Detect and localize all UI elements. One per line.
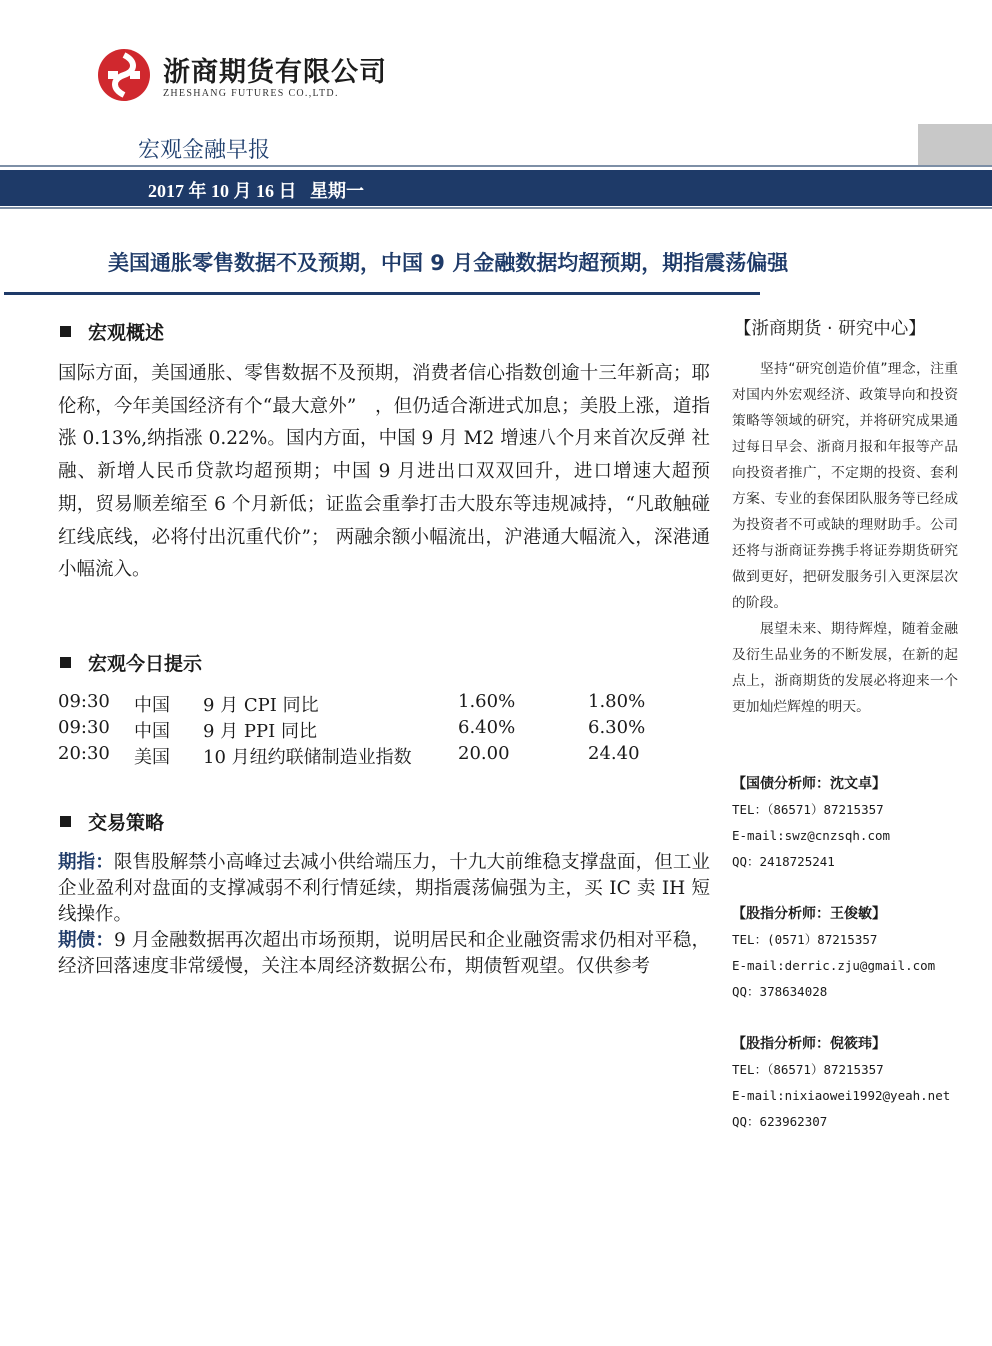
cell-country: 中国	[134, 695, 170, 716]
research-center-intro	[732, 356, 958, 720]
report-date	[148, 177, 364, 203]
overview-paragraph: 国际方面，美国通胀、零售数据不及预期，消费者信心指数创逾十三年新高；耶伦称，今年美国经济有个“最大意外” ，但仍适合渐进式加息；美股上涨，道指涨 0.13%,纳指涨 0.22%。国内方面，中国 9 月 M2 增速八个月来首次反弹 社融、新增人民币贷款均超预期；中国 9 月进出口双双回升，进口增速大超预期，贸易顺差缩至 6 个月新低；证监会重拳打击大股东等违规减持，“凡敢触碰红线底线，必将付出沉重代价”； 两融余额小幅流出，沪港通大幅流入，深港通小幅流入。	[58, 363, 710, 581]
cell-indicator: 10 月纽约联储制造业指数	[203, 747, 412, 768]
section-heading-overview	[60, 318, 164, 345]
cell-time: 09:30	[58, 691, 110, 712]
strategy-label: 期债：	[58, 930, 114, 951]
company-logo-icon	[96, 47, 152, 103]
analyst-title: 【国债分析师：沈文卓】	[732, 776, 886, 792]
research-center-title: 【浙商期货 · 研究中心】	[734, 319, 926, 339]
analyst-title: 【股指分析师：倪筱玮】	[732, 1036, 886, 1052]
company-name-en: ZHESHANG FUTURES CO.,LTD.	[163, 88, 339, 99]
title-rule	[4, 292, 760, 295]
cell-previous: 6.40%	[458, 717, 516, 738]
analyst-card	[732, 771, 962, 875]
section-heading-text: 交易策略	[88, 812, 165, 834]
analyst-tel: TEL：(0571）87215357	[732, 932, 878, 947]
cell-expected: 6.30%	[588, 717, 646, 738]
cell-indicator: 9 月 PPI 同比	[203, 721, 317, 742]
report-type: 宏观金融早报	[138, 138, 271, 163]
cell-time: 20:30	[58, 743, 110, 764]
divider	[0, 165, 992, 167]
decorative-block	[918, 124, 992, 166]
analyst-qq: QQ：2418725241	[732, 854, 835, 869]
strategy-block	[58, 850, 710, 980]
section-heading-strategy	[60, 808, 164, 835]
strategy-text: 限售股解禁小高峰过去减小供给端压力，十九大前维稳支撑盘面，但工业企业盈利对盘面的支撑减弱不利行情延续，期指震荡偏强为主，买 IC 卖 IH 短线操作。	[58, 852, 710, 925]
date-value: 2017 年 10 月 16 日	[148, 181, 297, 201]
company-name-cn: 浙商期货有限公司	[163, 57, 387, 88]
cell-country: 美国	[134, 747, 170, 768]
strategy-label: 期指：	[58, 852, 114, 873]
page-title: 美国通胀零售数据不及预期，中国 9 月金融数据均超预期，期指震荡偏强	[108, 251, 789, 275]
analyst-card	[732, 901, 962, 1005]
intro-paragraph: 坚持“研究创造价值”理念，注重对国内外宏观经济、政策导向和投资策略等领域的研究，并将研究成果通过每日早会、浙商月报和年报等产品向投资者推广，不定期的投资、套利方案、专业的套保团队服务等已经成为投资者不可或缺的理财助手。公司还将与浙商证券携手将证券期货研究做到更好，把研发服务引入更深层次的阶段。	[732, 361, 958, 611]
cell-indicator: 9 月 CPI 同比	[203, 695, 319, 716]
analyst-email[interactable]: E-mail:swz@cnzsqh.com	[732, 828, 891, 843]
strategy-item-index-futures	[58, 850, 710, 928]
analyst-qq: QQ：378634028	[732, 984, 828, 999]
cell-expected: 1.80%	[588, 691, 646, 712]
strategy-item-bond-futures	[58, 928, 710, 980]
analyst-tel: TEL：（86571）87215357	[732, 802, 884, 817]
analyst-email[interactable]: E-mail:derric.zju@gmail.com	[732, 958, 936, 973]
bullet-square-icon	[60, 657, 71, 668]
analyst-tel: TEL：（86571）87215357	[732, 1062, 884, 1077]
section-heading-text: 宏观概述	[88, 322, 165, 344]
bullet-square-icon	[60, 326, 71, 337]
analyst-card	[732, 1031, 962, 1135]
divider	[0, 207, 992, 209]
analyst-email[interactable]: E-mail:nixiaowei1992@yeah.net	[732, 1088, 951, 1103]
bullet-square-icon	[60, 816, 71, 827]
cell-expected: 24.40	[588, 743, 640, 764]
intro-paragraph: 展望未来、期待辉煌，随着金融及衍生品业务的不断发展，在新的起点上，浙商期货的发展必将迎来一个更加灿烂辉煌的明天。	[732, 621, 958, 715]
section-heading-text: 宏观今日提示	[88, 653, 203, 675]
analyst-qq: QQ：623962307	[732, 1114, 828, 1129]
cell-previous: 1.60%	[458, 691, 516, 712]
cell-previous: 20.00	[458, 743, 510, 764]
cell-time: 09:30	[58, 717, 110, 738]
weekday-value: 星期一	[310, 181, 364, 201]
analyst-title: 【股指分析师：王俊敏】	[732, 906, 886, 922]
section-heading-calendar	[60, 649, 202, 676]
strategy-text: 9 月金融数据再次超出市场预期，说明居民和企业融资需求仍相对平稳，经济回落速度非常缓慢，关注本周经济数据公布，期债暂观望。仅供参考	[58, 930, 710, 977]
cell-country: 中国	[134, 721, 170, 742]
